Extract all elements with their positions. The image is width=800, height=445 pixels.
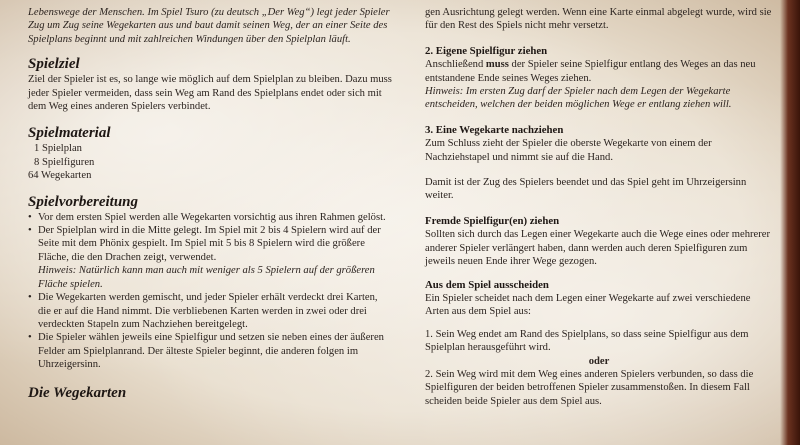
turn-end-text: Damit ist der Zug des Spielers beendet und das Spiel geht im Uhrzeigersinn weiter. xyxy=(425,177,747,202)
step2-heading: 2. Eigene Spielfigur ziehen xyxy=(425,44,548,57)
material-item: 8 Spielfiguren xyxy=(34,156,95,168)
out-heading: Aus dem Spiel ausscheiden xyxy=(425,278,549,291)
prep-list-2 xyxy=(28,291,393,371)
prep-item: • Die Spieler wählen jeweils eine Spielfigur und setzen sie neben eines der äußeren Felder am Spielplanrand. Der älteste Spieler beginnt, die anderen folgen im Uhrzeigersinn. xyxy=(28,331,393,371)
intro-text: Lebenswege der Menschen. Im Spiel Tsuro (zu deutsch „Der Weg“) legt jeder Spieler Zug um Zug seine Wegekarten aus und baut damit seinen Weg, der an einer Seite des Spielplans beginnt und mit zahlreichen Windungen über den Spielplan läuft. xyxy=(28,7,390,45)
out-text: Ein Spieler scheidet nach dem Legen einer Wegekarte auf zwei verschiedene Arten aus dem Spiel aus: xyxy=(425,292,751,318)
step3-heading: 3. Eine Wegekarte nachziehen xyxy=(425,123,564,136)
out-case-2: 2. Sein Weg wird mit dem Weg eines anderen Spielers verbunden, so dass die Spielfiguren der beiden betroffenen Spieler zusammenstoßen. In diesem Fall scheiden beide Spieler aus dem Spiel aus. xyxy=(425,368,754,407)
or-label: oder xyxy=(588,355,610,367)
prep-hint: Hinweis: Natürlich kann man auch mit weniger als 5 Spielern auf der größeren Fläche spielen. xyxy=(38,265,375,290)
prep-item: • Vor dem ersten Spiel werden alle Wegekarten vorsichtig aus ihren Rahmen gelöst. xyxy=(28,211,393,224)
step2-hint: Hinweis: Im ersten Zug darf der Spieler nach dem Legen der Wegekarte entscheiden, welchen der beiden möglichen Wege er entlang ziehen will. xyxy=(425,86,732,111)
material-item: 64 Wegekarten xyxy=(28,170,92,182)
out-case-1: 1. Sein Weg endet am Rand des Spielplans, so dass seine Spielfigur aus dem Spielplan herausgeführt wird. xyxy=(425,328,749,354)
left-column xyxy=(28,0,393,402)
foreign-heading: Fremde Spielfigur(en) ziehen xyxy=(425,214,560,227)
material-list xyxy=(28,142,393,182)
prep-heading: Spielvorbereitung xyxy=(28,193,139,210)
goal-heading: Spielziel xyxy=(28,56,80,73)
goal-text: Ziel der Spieler ist es, so lange wie möglich auf dem Spielplan zu bleiben. Dazu muss jeder Spieler vermeiden, dass sein Weg am Rand des Spielplans endet oder sich mit dem Weg eines anderen Spielers verbindet. xyxy=(28,74,392,113)
step3-text: Zum Schluss zieht der Spieler die oberste Wegekarte von einem der Nachziehstapel und nimmt sie auf die Hand. xyxy=(425,138,712,163)
step2-text: Anschließend muss der Spieler seine Spielfigur entlang des Weges an das neu entstandene Ende seines Weges ziehen. xyxy=(425,59,756,84)
burnt-page-edge xyxy=(780,0,800,445)
cards-heading: Die Wegekarten xyxy=(28,384,127,401)
placement-text: gen Ausrichtung gelegt werden. Wenn eine Karte einmal abgelegt wurde, wird sie für den Rest des Spiels nicht mehr versetzt. xyxy=(425,7,772,32)
right-column xyxy=(425,0,773,408)
prep-item: • Die Wegekarten werden gemischt, und jeder Spieler erhält verdeckt drei Karten, die er auf die Hand nimmt. Die verbliebenen Karten werden in zwei oder drei verdeckten Stapeln zum Nachziehen bereitgelegt. xyxy=(28,291,393,331)
material-item: 1 Spielplan xyxy=(34,143,82,155)
material-heading: Spielmaterial xyxy=(28,125,111,142)
foreign-text: Sollten sich durch das Legen einer Wegekarte auch die Wege eines oder mehrerer anderer Spieler verlängert haben, dann werden auch deren Spielfiguren zum jeweils neuen Ende ihrer Wege gezogen. xyxy=(425,229,770,268)
prep-item: • Der Spielplan wird in die Mitte gelegt. Im Spiel mit 2 bis 4 Spielern wird auf der Seite mit dem Phönix gespielt. Im Spiel mit 5 bis 8 Spielern wird die größere Fläche, die den Drachen zeigt, verwendet. xyxy=(28,224,393,264)
prep-list xyxy=(28,211,393,265)
